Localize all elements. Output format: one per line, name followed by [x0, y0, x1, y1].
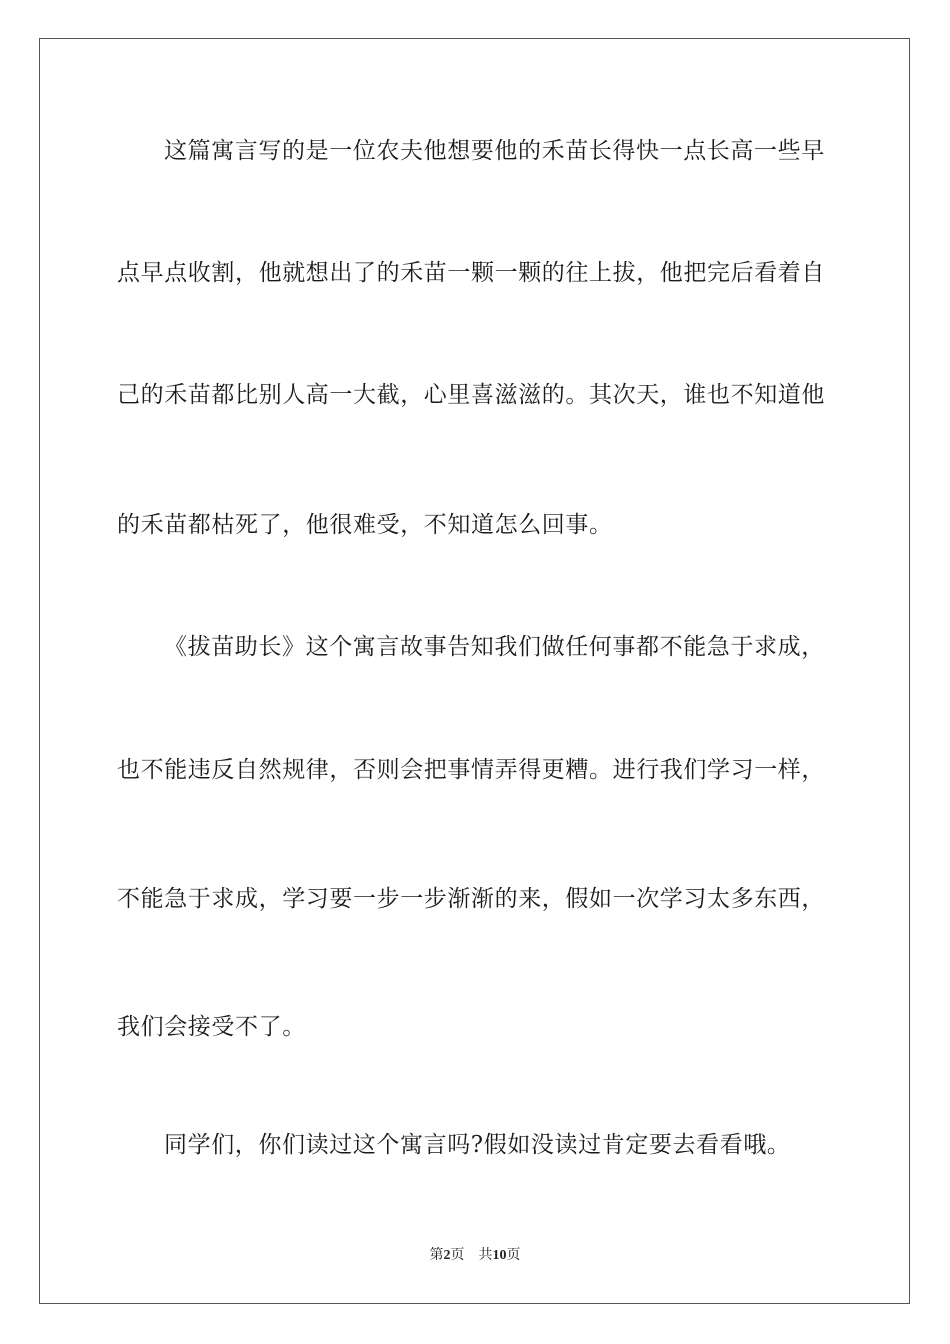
- page-number: 2: [443, 1248, 451, 1263]
- paragraph-1-line-3: 己的禾苗都比别人高一大截，心里喜滋滋的。其次天，谁也不知道他: [117, 382, 825, 408]
- paragraph-2-line-1: 《拔苗助长》这个寓言故事告知我们做任何事都不能急于求成，: [164, 634, 825, 660]
- page-footer: [0, 1247, 950, 1265]
- page-prefix: 第: [429, 1248, 444, 1263]
- paragraph-3-line-1: 同学们，你们读过这个寓言吗?假如没读过肯定要去看看哦。: [164, 1132, 791, 1158]
- paragraph-2-line-3: 不能急于求成，学习要一步一步渐渐的来，假如一次学习太多东西，: [117, 886, 825, 912]
- paragraph-1-line-1: 这篇寓言写的是一位农夫他想要他的禾苗长得快一点长高一些早: [164, 138, 825, 164]
- paragraph-2-line-4: 我们会接受不了。: [117, 1014, 306, 1040]
- page-suffix: 页: [450, 1248, 465, 1263]
- page-border: [39, 38, 910, 1304]
- paragraph-2-line-2: 也不能违反自然规律，否则会把事情弄得更糟。进行我们学习一样，: [117, 757, 825, 783]
- total-prefix: 共: [478, 1248, 493, 1263]
- total-pages: 10: [492, 1248, 507, 1263]
- paragraph-1-line-2: 点早点收割，他就想出了的禾苗一颗一颗的往上拔，他把完后看着自: [117, 260, 825, 286]
- paragraph-1-line-4: 的禾苗都枯死了，他很难受，不知道怎么回事。: [117, 512, 613, 538]
- total-suffix: 页: [506, 1248, 521, 1263]
